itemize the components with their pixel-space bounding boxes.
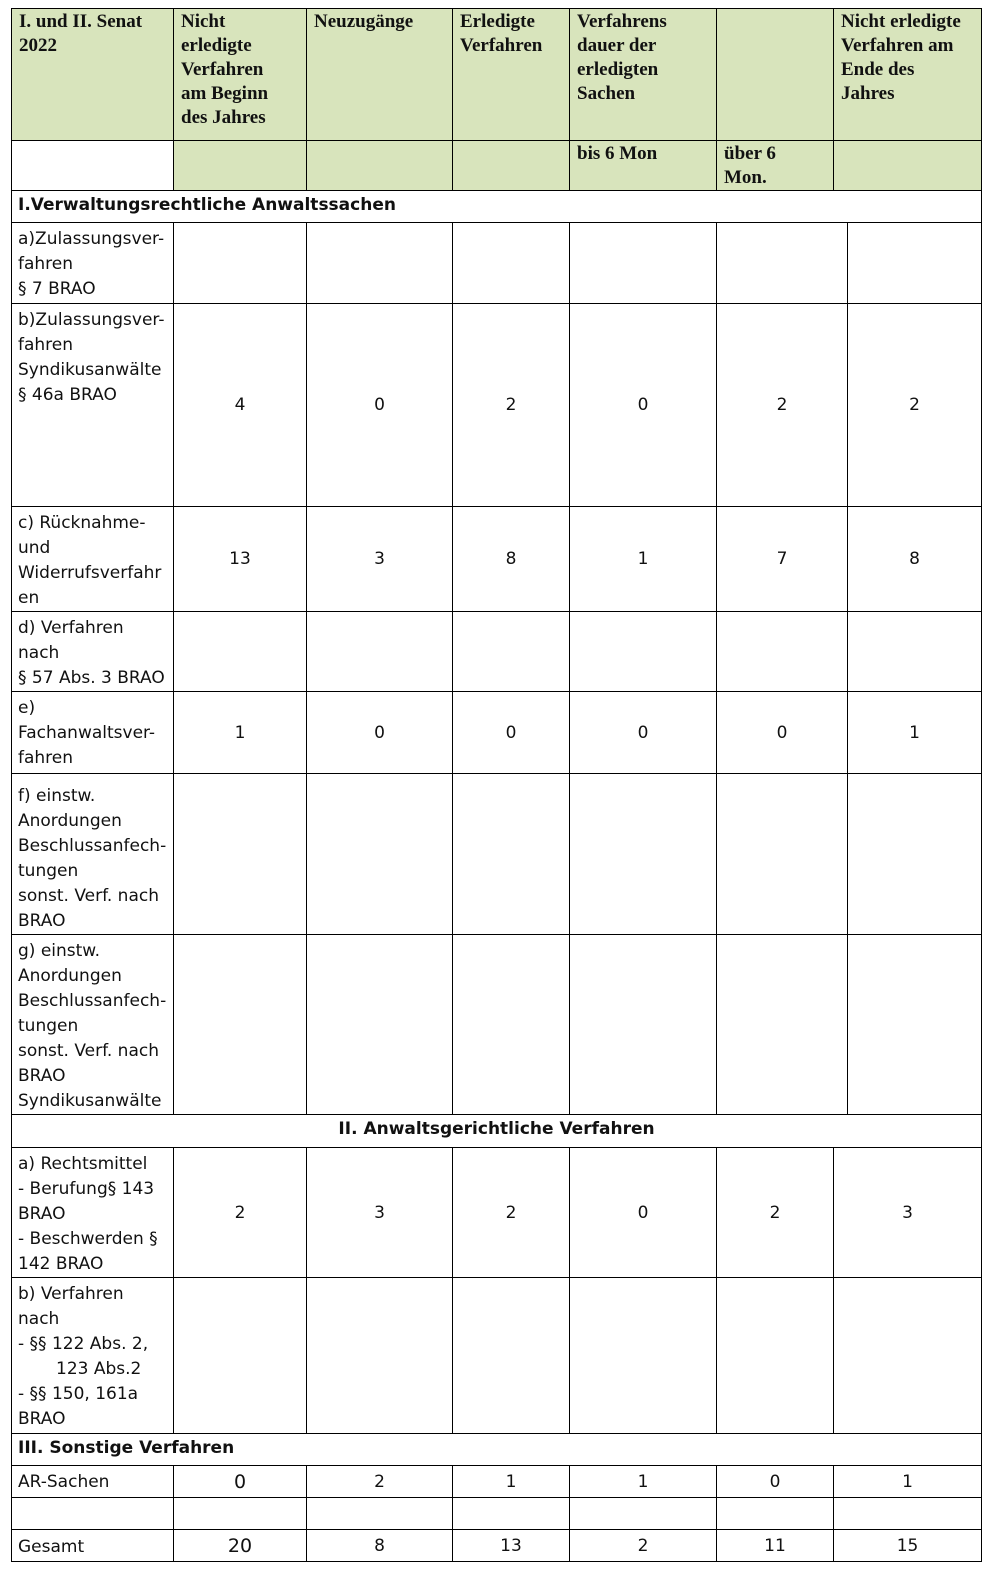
cell-value: 3 [307, 1148, 453, 1278]
cell-value [174, 1498, 307, 1530]
cell-value [570, 612, 717, 692]
row-label: c) Rücknahme- und Widerrufsverfahr en [12, 507, 174, 612]
row-label: g) einstw. Anordungen Beschlussanfech- tungen sonst. Verf. nach BRAO Syndikusanwälte [12, 935, 174, 1115]
table-row [12, 1466, 982, 1498]
section-title-sonstige: III. Sonstige Verfahren [12, 1434, 982, 1466]
subheader-cell [834, 141, 982, 191]
cell-value: 0 [717, 692, 848, 774]
cell-value [307, 223, 453, 304]
subheader-row [12, 141, 982, 191]
cell-value [848, 774, 982, 935]
cell-value: 1 [848, 692, 982, 774]
cell-value: 13 [453, 1530, 570, 1562]
cell-value: 20 [174, 1530, 307, 1562]
cell-value: 1 [570, 1466, 717, 1498]
cell-value: 11 [717, 1530, 834, 1562]
total-row [12, 1530, 982, 1562]
cell-value: 0 [453, 692, 570, 774]
cell-value: 0 [570, 1148, 717, 1278]
cell-value [848, 935, 982, 1115]
table-row [12, 1498, 982, 1530]
header-erledigte-verfahren: Erledigte Verfahren [453, 9, 570, 141]
subheader-blank [12, 141, 174, 191]
header-empty [717, 9, 834, 141]
cell-value [570, 1278, 717, 1434]
section-row [12, 191, 982, 223]
row-label: e) Fachanwaltsver- fahren [12, 692, 174, 774]
cell-value: 2 [570, 1530, 717, 1562]
cell-value [717, 774, 848, 935]
cell-value [453, 1278, 570, 1434]
cell-value [848, 612, 982, 692]
row-label: AR-Sachen [12, 1466, 174, 1498]
subheader-ueber-6-mon: über 6 Mon. [717, 141, 834, 191]
cell-value: 0 [307, 692, 453, 774]
cell-value: 1 [570, 507, 717, 612]
cell-value: 2 [174, 1148, 307, 1278]
cell-value [307, 1278, 453, 1434]
cell-value [848, 223, 982, 304]
cell-value [174, 774, 307, 935]
cell-value [717, 1498, 834, 1530]
cell-value: 8 [453, 507, 570, 612]
cell-value: 2 [717, 1148, 834, 1278]
cell-value: 3 [834, 1148, 982, 1278]
cell-value: 8 [848, 507, 982, 612]
cell-value: 13 [174, 507, 307, 612]
cell-value [453, 935, 570, 1115]
cell-value [453, 1498, 570, 1530]
cell-value [174, 612, 307, 692]
row-label: b)Zulassungsver- fahren Syndikusanwälte § 46a BRAO [12, 304, 174, 507]
header-row [12, 9, 982, 141]
header-senat: I. und II. Senat 2022 [12, 9, 174, 141]
cell-value [717, 223, 848, 304]
cell-value [717, 1278, 834, 1434]
statistics-table [11, 8, 982, 1562]
row-label-gesamt: Gesamt [12, 1530, 174, 1562]
cell-value [570, 935, 717, 1115]
cell-value [174, 1278, 307, 1434]
cell-value: 1 [453, 1466, 570, 1498]
table-row [12, 1148, 982, 1278]
section-row [12, 1115, 982, 1148]
table-row [12, 935, 982, 1115]
cell-value: 0 [570, 692, 717, 774]
row-label: f) einstw. Anordungen Beschlussanfech- tungen sonst. Verf. nach BRAO [12, 774, 174, 935]
cell-value [453, 223, 570, 304]
cell-value: 15 [834, 1530, 982, 1562]
row-label: b) Verfahren nach - §§ 122 Abs. 2, 123 Abs.2 - §§ 150, 161a BRAO [12, 1278, 174, 1434]
section-row [12, 1434, 982, 1466]
cell-value [453, 612, 570, 692]
table-row [12, 304, 982, 507]
cell-value: 2 [307, 1466, 453, 1498]
table-row [12, 612, 982, 692]
row-label: a)Zulassungsver- fahren § 7 BRAO [12, 223, 174, 304]
row-label [12, 1498, 174, 1530]
cell-value [174, 223, 307, 304]
cell-value: 3 [307, 507, 453, 612]
cell-value: 2 [717, 304, 848, 507]
cell-value [834, 1498, 982, 1530]
cell-value: 0 [717, 1466, 834, 1498]
cell-value: 1 [174, 692, 307, 774]
table-row [12, 774, 982, 935]
cell-value: 2 [848, 304, 982, 507]
cell-value [717, 612, 848, 692]
cell-value [570, 1498, 717, 1530]
cell-value: 1 [834, 1466, 982, 1498]
table-row [12, 223, 982, 304]
cell-value [570, 774, 717, 935]
cell-value [307, 612, 453, 692]
header-nicht-erledigt-ende: Nicht erledigte Verfahren am Ende des Jahres [834, 9, 982, 141]
table-row [12, 1278, 982, 1434]
subheader-cell [174, 141, 307, 191]
cell-value [834, 1278, 982, 1434]
cell-value [307, 774, 453, 935]
cell-value [570, 223, 717, 304]
cell-value: 8 [307, 1530, 453, 1562]
cell-value [307, 1498, 453, 1530]
cell-value: 0 [307, 304, 453, 507]
cell-value [174, 935, 307, 1115]
header-verfahrensdauer: Verfahrens dauer der erledigten Sachen [570, 9, 717, 141]
table-row [12, 507, 982, 612]
cell-value [307, 935, 453, 1115]
cell-value: 2 [453, 304, 570, 507]
cell-value: 0 [570, 304, 717, 507]
header-neuzugaenge: Neuzugänge [307, 9, 453, 141]
cell-value [453, 774, 570, 935]
cell-value [717, 935, 848, 1115]
row-label: a) Rechtsmittel - Berufung§ 143 BRAO - Beschwerden § 142 BRAO [12, 1148, 174, 1278]
cell-value: 0 [174, 1466, 307, 1498]
subheader-cell [453, 141, 570, 191]
statistics-table-wrapper [11, 8, 981, 1562]
subheader-bis-6-mon: bis 6 Mon [570, 141, 717, 191]
subheader-cell [307, 141, 453, 191]
header-nicht-erledigt-beginn: Nicht erledigte Verfahren am Beginn des Jahres [174, 9, 307, 141]
cell-value: 4 [174, 304, 307, 507]
cell-value: 2 [453, 1148, 570, 1278]
table-row [12, 692, 982, 774]
cell-value: 7 [717, 507, 848, 612]
section-title-verwaltungsrechtlich: I.Verwaltungsrechtliche Anwaltssachen [12, 191, 982, 223]
row-label: d) Verfahren nach § 57 Abs. 3 BRAO [12, 612, 174, 692]
section-title-anwaltsgerichtlich: II. Anwaltsgerichtliche Verfahren [12, 1115, 982, 1148]
